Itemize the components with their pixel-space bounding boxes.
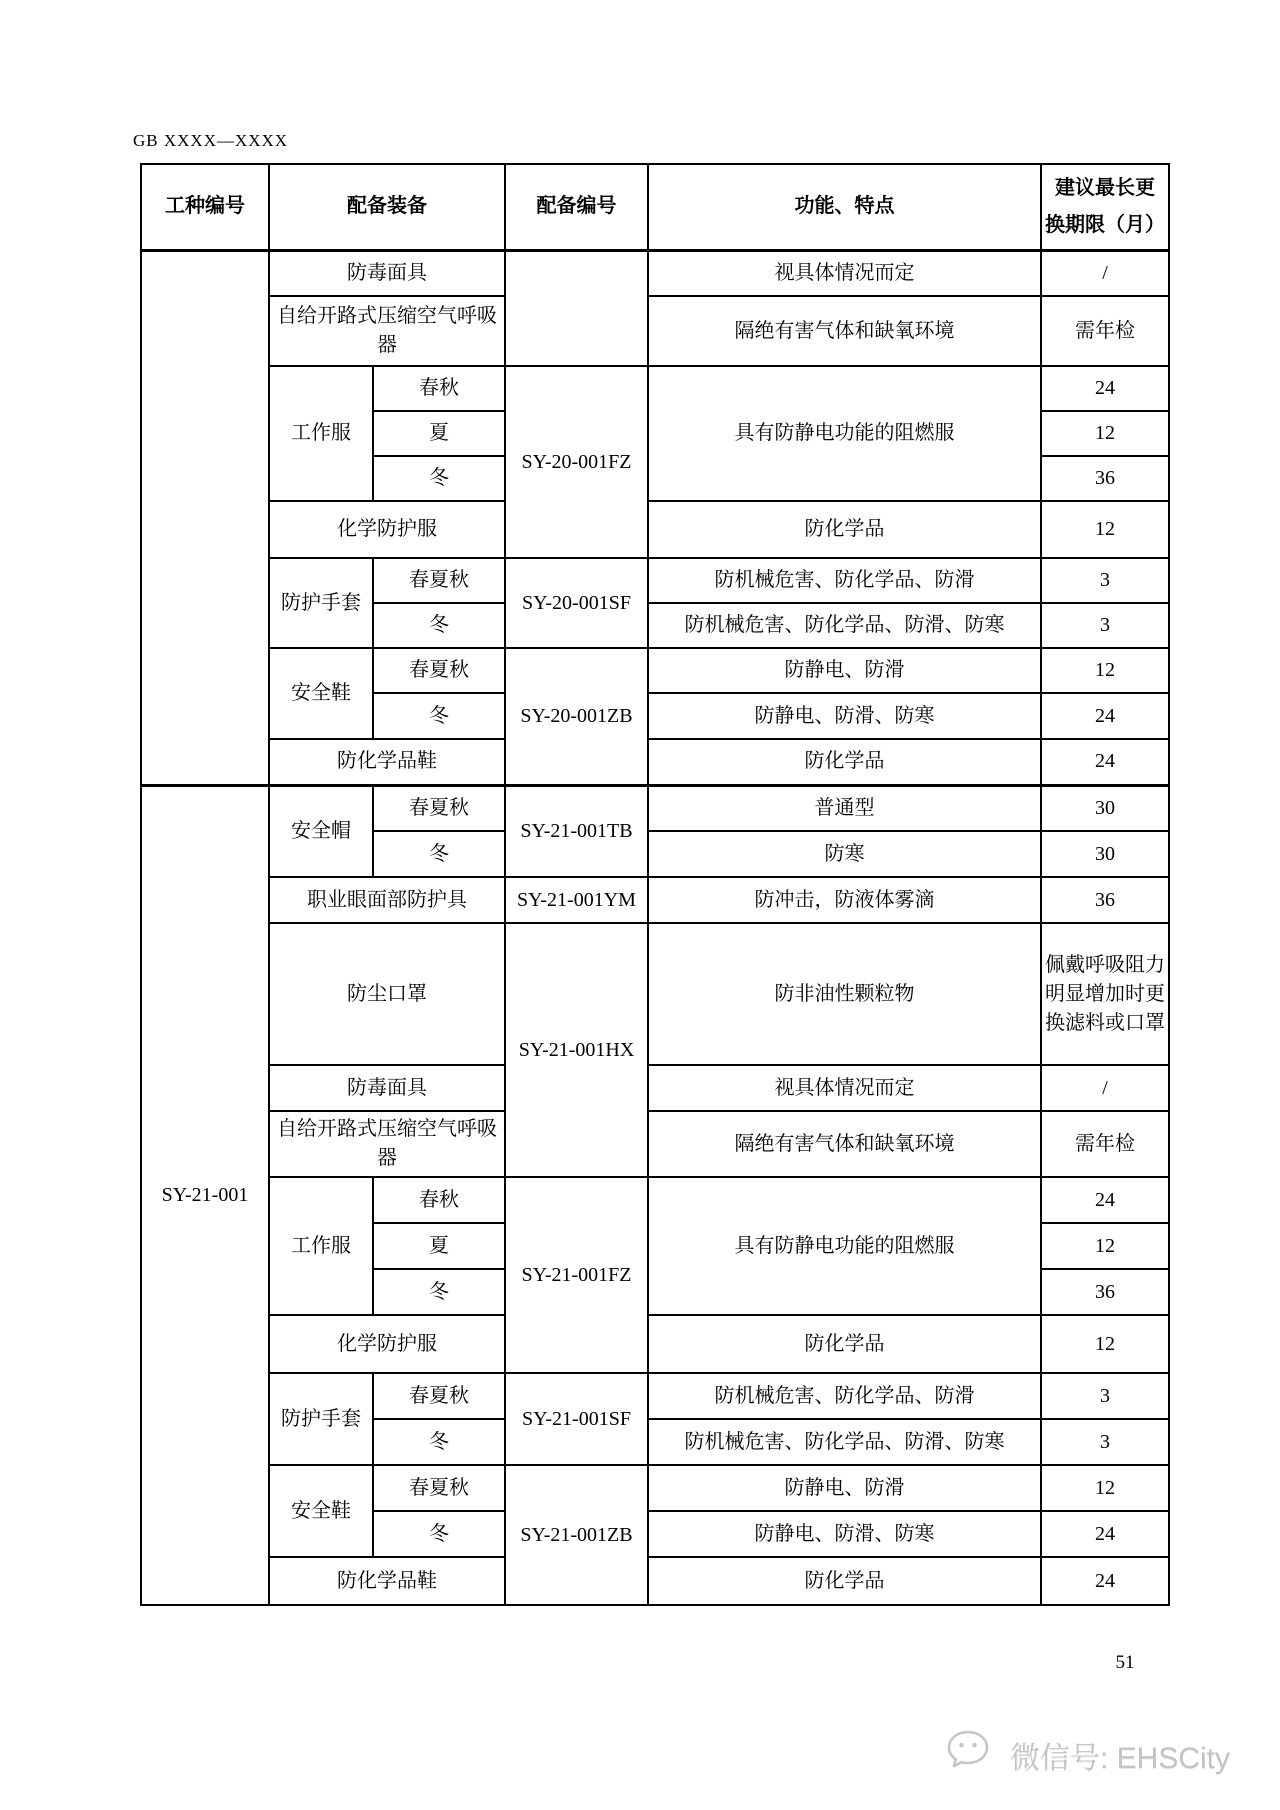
cell-season: 冬 [373, 456, 505, 501]
cell-equipment: 自给开路式压缩空气呼吸器 [269, 296, 505, 366]
cell-season: 冬 [373, 693, 505, 739]
cell-period: 24 [1041, 693, 1169, 739]
cell-season: 夏 [373, 1223, 505, 1269]
header-max-period [1041, 164, 1169, 250]
cell-function: 防化学品 [648, 1315, 1041, 1373]
table-row [141, 1373, 1169, 1419]
cell-equipment: 防毒面具 [269, 1065, 505, 1111]
cell-equipment: 职业眼面部防护具 [269, 877, 505, 923]
wechat-id-label: 微信号: EHSCity [1010, 1741, 1231, 1775]
wechat-icon [946, 1728, 1002, 1781]
cell-function: 视具体情况而定 [648, 1065, 1041, 1111]
cell-equip-code: SY-21-001SF [505, 1373, 648, 1465]
cell-period: 3 [1041, 558, 1169, 603]
table-row [141, 1557, 1169, 1605]
cell-function: 防机械危害、防化学品、防滑 [648, 1373, 1041, 1419]
cell-function: 防静电、防滑 [648, 648, 1041, 693]
table-row [141, 739, 1169, 785]
cell-equipment: 防化学品鞋 [269, 1557, 505, 1605]
table-row [141, 366, 1169, 411]
table-row [141, 558, 1169, 603]
cell-equipment: 自给开路式压缩空气呼吸器 [269, 1111, 505, 1177]
table-row [141, 501, 1169, 558]
cell-function: 防机械危害、防化学品、防滑、防寒 [648, 603, 1041, 648]
cell-period: 24 [1041, 366, 1169, 411]
cell-equip-code: SY-21-001HX [505, 923, 648, 1177]
cell-function: 具有防静电功能的阻燃服 [648, 366, 1041, 501]
cell-equip-code: SY-20-001SF [505, 558, 648, 648]
cell-job-code: SY-21-001 [141, 785, 269, 1605]
cell-season: 夏 [373, 411, 505, 456]
table-row [141, 296, 1169, 366]
cell-function: 防寒 [648, 831, 1041, 877]
cell-function: 视具体情况而定 [648, 250, 1041, 296]
cell-season: 春夏秋 [373, 558, 505, 603]
cell-function: 防机械危害、防化学品、防滑、防寒 [648, 1419, 1041, 1465]
cell-equipment: 防护手套 [269, 558, 373, 648]
cell-equipment: 化学防护服 [269, 1315, 505, 1373]
cell-equipment: 防尘口罩 [269, 923, 505, 1065]
cell-period: 24 [1041, 1557, 1169, 1605]
cell-period: 36 [1041, 456, 1169, 501]
table-row [141, 1465, 1169, 1511]
table-row [141, 877, 1169, 923]
cell-period: 12 [1041, 1465, 1169, 1511]
footer-watermark [946, 1728, 1230, 1781]
header-equipment: 配备装备 [269, 164, 505, 250]
cell-period: 24 [1041, 1177, 1169, 1223]
cell-season: 春秋 [373, 1177, 505, 1223]
header-max-period-line1: 建议最长更 [1055, 176, 1155, 199]
cell-equipment: 化学防护服 [269, 501, 505, 558]
cell-period: 需年检 [1041, 1111, 1169, 1177]
cell-period: 3 [1041, 603, 1169, 648]
header-max-period-line2: 换期限（月） [1045, 213, 1165, 236]
cell-equipment: 防化学品鞋 [269, 739, 505, 785]
cell-period: 12 [1041, 648, 1169, 693]
cell-function: 防机械危害、防化学品、防滑 [648, 558, 1041, 603]
cell-season: 春夏秋 [373, 1373, 505, 1419]
cell-season: 春秋 [373, 366, 505, 411]
cell-season: 冬 [373, 831, 505, 877]
cell-equipment: 工作服 [269, 366, 373, 501]
cell-period: / [1041, 250, 1169, 296]
cell-period: 需年检 [1041, 296, 1169, 366]
cell-job-code [141, 250, 269, 785]
cell-period: 30 [1041, 831, 1169, 877]
cell-function: 防静电、防滑、防寒 [648, 1511, 1041, 1557]
cell-period: 12 [1041, 501, 1169, 558]
cell-function: 防化学品 [648, 739, 1041, 785]
cell-period: 12 [1041, 411, 1169, 456]
cell-equipment: 安全帽 [269, 785, 373, 877]
cell-equipment: 工作服 [269, 1177, 373, 1315]
cell-function: 隔绝有害气体和缺氧环境 [648, 1111, 1041, 1177]
cell-period: 30 [1041, 785, 1169, 831]
cell-period: 24 [1041, 739, 1169, 785]
cell-season: 春夏秋 [373, 1465, 505, 1511]
cell-period: 3 [1041, 1373, 1169, 1419]
cell-period: / [1041, 1065, 1169, 1111]
cell-equip-code: SY-20-001ZB [505, 648, 648, 785]
ppe-allocation-table [140, 163, 1170, 1606]
table-row [141, 250, 1169, 296]
table-row [141, 1065, 1169, 1111]
cell-season: 冬 [373, 603, 505, 648]
table-row [141, 923, 1169, 1065]
cell-period: 佩戴呼吸阻力明显增加时更换滤料或口罩 [1041, 923, 1169, 1065]
table-row [141, 1315, 1169, 1373]
cell-period: 36 [1041, 1269, 1169, 1315]
cell-function: 防化学品 [648, 1557, 1041, 1605]
table-row [141, 1111, 1169, 1177]
cell-function: 防化学品 [648, 501, 1041, 558]
cell-equipment: 安全鞋 [269, 1465, 373, 1557]
cell-function: 隔绝有害气体和缺氧环境 [648, 296, 1041, 366]
cell-equipment: 安全鞋 [269, 648, 373, 739]
table-row [141, 785, 1169, 831]
cell-season: 春夏秋 [373, 785, 505, 831]
cell-equip-code: SY-21-001ZB [505, 1465, 648, 1605]
cell-season: 春夏秋 [373, 648, 505, 693]
cell-period: 12 [1041, 1315, 1169, 1373]
cell-function: 防冲击，防液体雾滴 [648, 877, 1041, 923]
header-features: 功能、特点 [648, 164, 1041, 250]
cell-period: 24 [1041, 1511, 1169, 1557]
document-code-label: GB XXXX—XXXX [133, 131, 289, 150]
cell-season: 冬 [373, 1419, 505, 1465]
cell-period: 36 [1041, 877, 1169, 923]
cell-equip-code: SY-20-001FZ [505, 366, 648, 558]
table-row [141, 1177, 1169, 1223]
header-job-code: 工种编号 [141, 164, 269, 250]
cell-equipment: 防护手套 [269, 1373, 373, 1465]
cell-function: 防非油性颗粒物 [648, 923, 1041, 1065]
cell-period: 3 [1041, 1419, 1169, 1465]
page-number: 51 [1115, 1652, 1135, 1673]
table-row [141, 648, 1169, 693]
cell-equipment: 防毒面具 [269, 250, 505, 296]
cell-season: 冬 [373, 1269, 505, 1315]
cell-season: 冬 [373, 1511, 505, 1557]
table-header-row [141, 164, 1169, 250]
cell-function: 防静电、防滑、防寒 [648, 693, 1041, 739]
header-equip-code: 配备编号 [505, 164, 648, 250]
cell-function: 具有防静电功能的阻燃服 [648, 1177, 1041, 1315]
cell-equip-code: SY-21-001FZ [505, 1177, 648, 1373]
cell-equip-code: SY-21-001YM [505, 877, 648, 923]
cell-equip-code-empty [505, 250, 648, 366]
cell-equip-code: SY-21-001TB [505, 785, 648, 877]
cell-function: 防静电、防滑 [648, 1465, 1041, 1511]
cell-period: 12 [1041, 1223, 1169, 1269]
cell-function: 普通型 [648, 785, 1041, 831]
